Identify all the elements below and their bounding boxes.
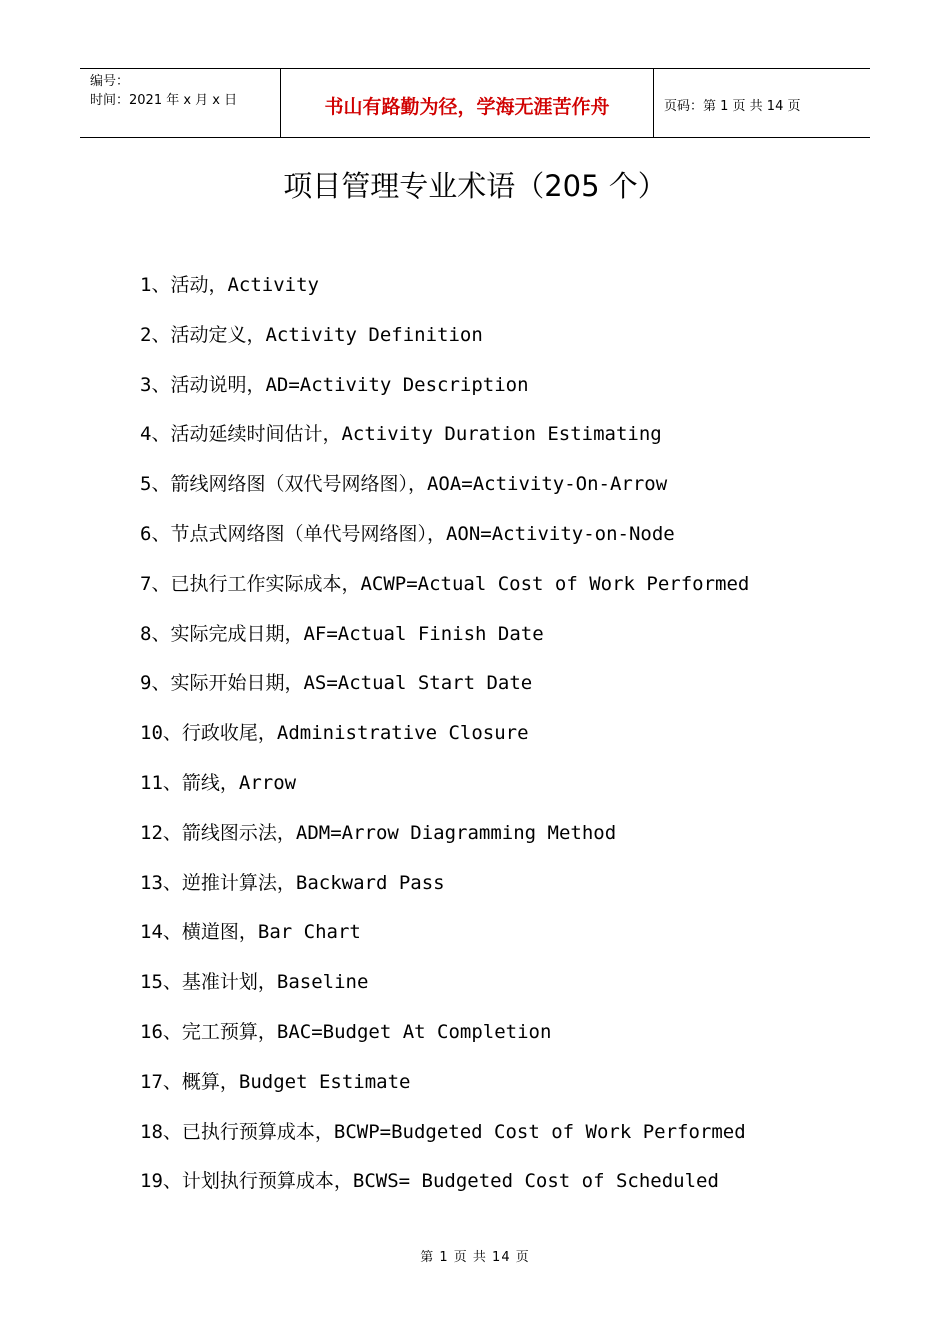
header-page-info: 页码：第 1 页 共 14 页 xyxy=(664,98,801,114)
term-item: 1、活动，Activity xyxy=(140,274,319,296)
header-motto: 书山有路勤为径，学海无涯苦作舟 xyxy=(324,95,610,118)
term-item: 6、节点式网络图（单代号网络图），AON=Activity-on-Node xyxy=(140,522,675,545)
document-date-label: 时间：2021 年 x 月 x 日 xyxy=(90,93,238,108)
term-item: 8、实际完成日期，AF=Actual Finish Date xyxy=(140,622,544,645)
document-number-label: 编号： xyxy=(90,74,130,89)
document-header xyxy=(80,68,870,138)
header-page-cell xyxy=(654,69,870,137)
term-list xyxy=(140,270,920,1216)
header-motto-cell xyxy=(281,69,654,137)
term-item: 5、箭线网络图（双代号网络图），AOA=Activity-On-Arrow xyxy=(140,473,668,496)
term-item: 14、横道图，Bar Chart xyxy=(140,921,361,944)
term-item: 2、活动定义，Activity Definition xyxy=(140,323,483,346)
term-item: 19、计划执行预算成本，BCWS= Budgeted Cost of Scheduled xyxy=(140,1170,719,1193)
page-footer: 第 1 页 共 14 页 xyxy=(420,1250,530,1265)
page-title: 项目管理专业术语（205 个） xyxy=(283,169,667,203)
term-item: 18、已执行预算成本，BCWP=Budgeted Cost of Work Performed xyxy=(140,1120,746,1143)
term-item: 9、实际开始日期，AS=Actual Start Date xyxy=(140,672,533,695)
header-meta-cell xyxy=(80,69,281,137)
term-item: 15、基准计划，Baseline xyxy=(140,971,369,994)
term-item: 4、活动延续时间估计，Activity Duration Estimating xyxy=(140,423,662,446)
term-item: 7、已执行工作实际成本，ACWP=Actual Cost of Work Performed xyxy=(140,572,750,595)
term-item: 11、箭线，Arrow xyxy=(140,771,297,794)
term-item: 16、完工预算，BAC=Budget At Completion xyxy=(140,1020,552,1043)
term-item: 10、行政收尾，Administrative Closure xyxy=(140,722,529,745)
term-item: 13、逆推计算法，Backward Pass xyxy=(140,871,445,894)
term-item: 3、活动说明，AD=Activity Description xyxy=(140,373,529,396)
term-item: 17、概算，Budget Estimate xyxy=(140,1070,411,1093)
term-item: 12、箭线图示法，ADM=Arrow Diagramming Method xyxy=(140,821,617,844)
